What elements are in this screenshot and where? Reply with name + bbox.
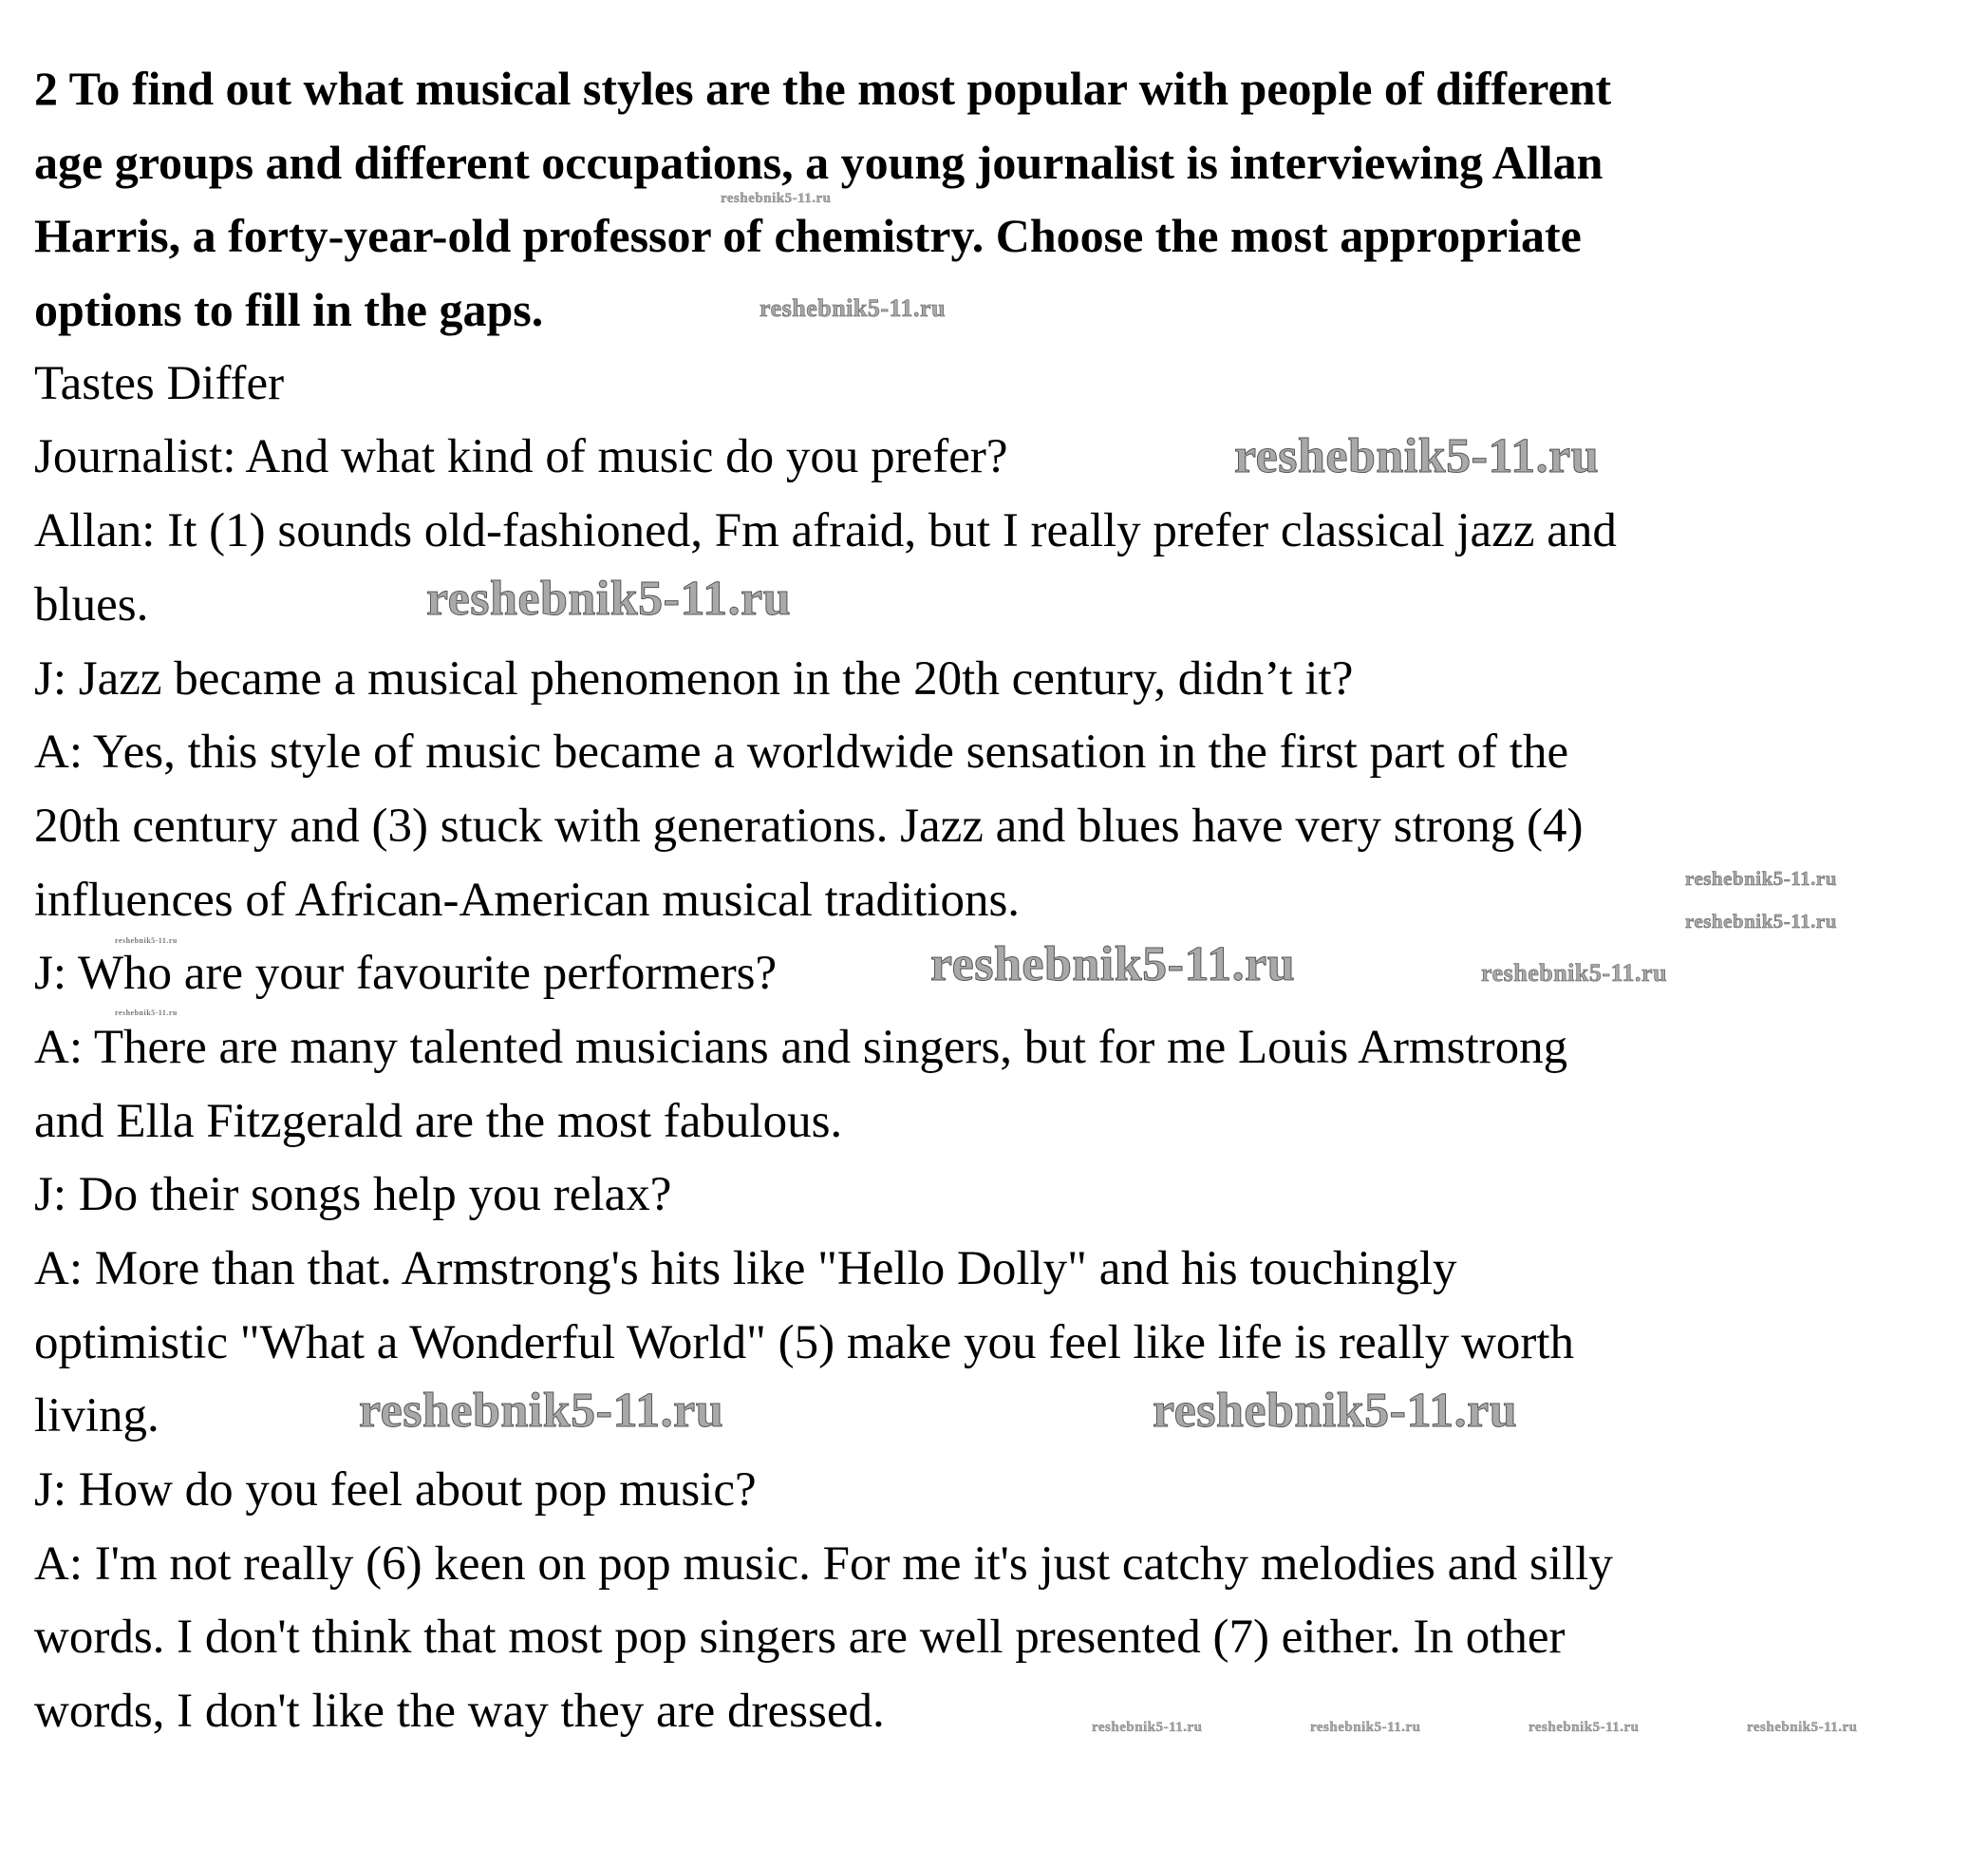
dialogue-line: J: Jazz became a musical phenomenon in the 20th century, didn’t it? [34,651,1354,706]
dialogue-title: Tastes Differ [34,356,285,410]
watermark: reshebnik5-11.ru [760,294,947,322]
dialogue-line: Journalist: And what kind of music do you prefer? [34,430,1008,484]
watermark: reshebnik5-11.ru [359,1384,724,1438]
watermark: reshebnik5-11.ru [1685,910,1837,933]
dialogue-line: A: There are many talented musicians and singers, but for me Louis Armstrong [34,1020,1568,1074]
watermark: reshebnik5-11.ru [1747,1720,1858,1735]
watermark: reshebnik5-11.ru [1529,1720,1640,1735]
dialogue-line: J: Do their songs help you relax? [34,1168,672,1222]
dialogue-line: blues. [34,577,149,631]
watermark: reshebnik5-11.ru [1153,1384,1518,1438]
dialogue-line: words. I don't think that most pop singers are well presented (7) either. In other [34,1611,1566,1665]
watermark: reshebnik5-11.ru [930,937,1296,991]
task-instruction-line: options to fill in the gaps. [34,283,544,337]
task-instruction-line: 2 To find out what musical styles are the most popular with people of different [34,62,1612,115]
dialogue-line: A: Yes, this style of music became a worldwide sensation in the first part of the [34,726,1569,780]
dialogue-line: living. [34,1389,159,1443]
watermark: reshebnik5-11.ru [1092,1720,1203,1735]
watermark: reshebnik5-11.ru [1685,867,1837,890]
dialogue-line: optimistic "What a Wonderful World" (5) make you feel like life is really worth [34,1315,1575,1369]
dialogue-line: influences of African-American musical traditions. [34,873,1021,927]
watermark: reshebnik5-11.ru [721,191,832,206]
watermark: reshebnik5-11.ru [1234,429,1600,483]
watermark: reshebnik5-11.ru [1310,1720,1421,1735]
dialogue-line: and Ella Fitzgerald are the most fabulous. [34,1094,843,1148]
watermark: reshebnik5-11.ru [115,936,178,945]
task-instruction-line: Harris, a forty-year-old professor of chemistry. Choose the most appropriate [34,209,1582,263]
dialogue-line: words, I don't like the way they are dressed. [34,1685,885,1739]
watermark: reshebnik5-11.ru [1481,959,1668,987]
dialogue-line: J: Who are your favourite performers? [34,947,778,1001]
watermark: reshebnik5-11.ru [115,1008,178,1017]
dialogue-line: Allan: It (1) sounds old-fashioned, Fm afraid, but I really prefer classical jazz and [34,504,1617,558]
dialogue-line: J: How do you feel about pop music? [34,1463,757,1517]
task-instruction-line: age groups and different occupations, a young journalist is interviewing Allan [34,135,1604,189]
dialogue-line: A: I'm not really (6) keen on pop music. For me it's just catchy melodies and silly [34,1536,1613,1591]
dialogue-line: 20th century and (3) stuck with generations. Jazz and blues have very strong (4) [34,799,1584,853]
dialogue-line: A: More than that. Armstrong's hits like "Hello Dolly" and his touchingly [34,1242,1457,1295]
watermark: reshebnik5-11.ru [426,572,792,626]
